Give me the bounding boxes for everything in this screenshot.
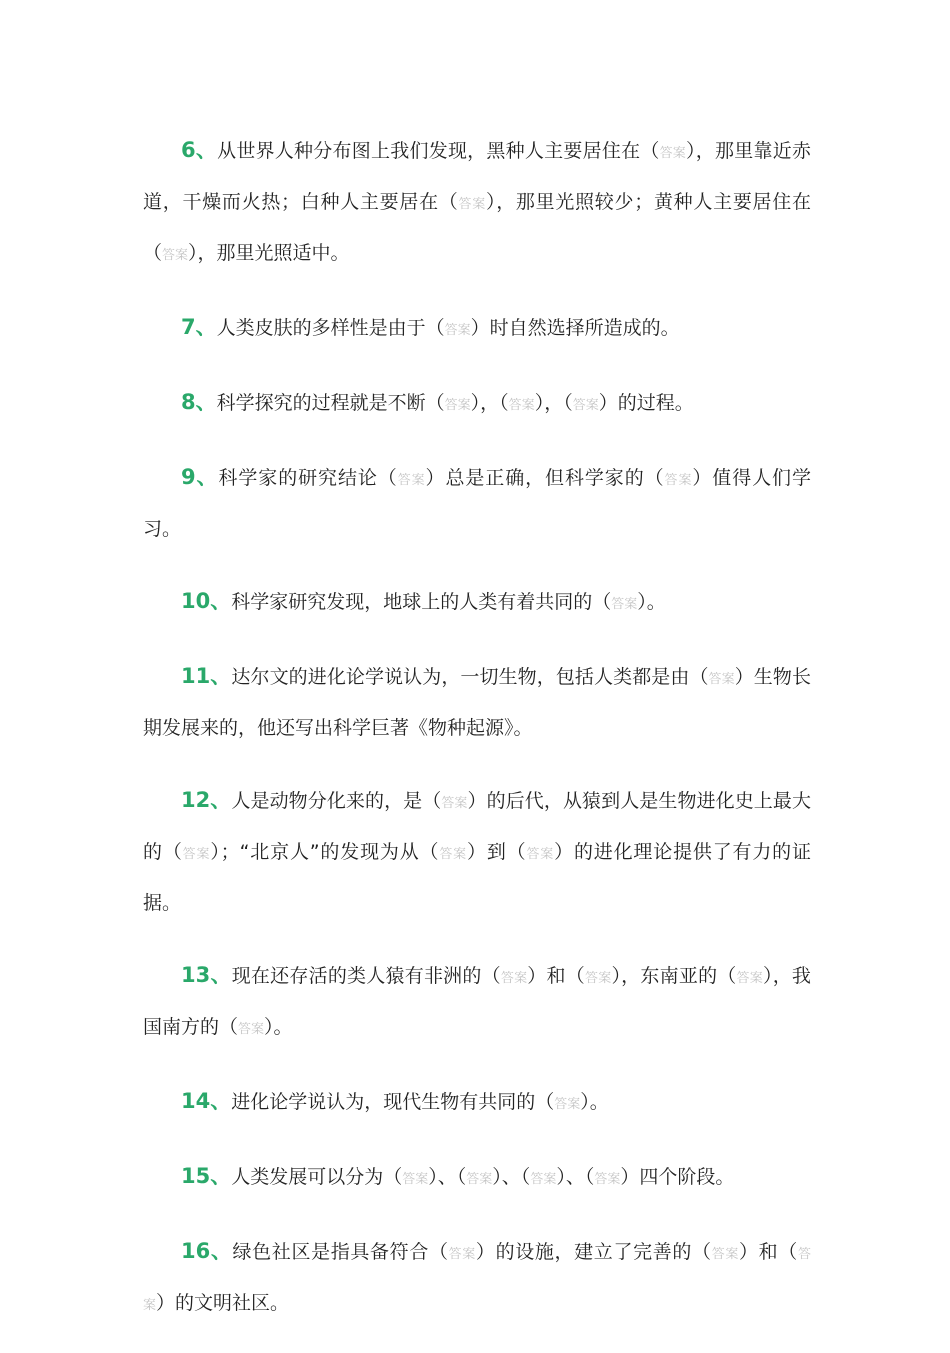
question-text: ），东南亚的（ [611,965,737,987]
question-number: 13、 [181,963,232,987]
question-text: ）、（ [428,1166,467,1188]
question-text: 科学探究的过程就是不断（ [216,392,445,414]
question-number: 15、 [181,1164,232,1188]
question-text: ）、（ [556,1166,595,1188]
question-text: ）、（ [492,1166,531,1188]
answer-blank[interactable]: 答案 [530,1172,557,1187]
question-text: 人类皮肤的多样性是由于（ [216,317,445,339]
answer-blank[interactable]: 答案 [444,398,471,413]
question-text: ），（ [534,392,573,414]
question-text: ），那里光照适中。 [188,242,350,264]
question-item [143,126,811,280]
question-item [143,303,811,355]
question-number: 16、 [181,1239,233,1263]
question-text: ）的后代，从猿到人是生物进化史上最大的（ [143,790,811,863]
question-text: 进化论学说认为，现代生物有共同的（ [231,1091,555,1113]
question-number: 10、 [181,589,232,613]
answer-blank[interactable]: 答案 [508,398,535,413]
answer-blank[interactable]: 答案 [441,796,468,811]
question-item [143,378,811,430]
question-text: ）生物长期发展来的，他还写出科学巨著《物种起源》。 [143,666,811,739]
question-text: 科学家研究发现，地球上的人类有着共同的（ [231,591,612,613]
question-text: ）到（ [467,841,527,863]
answer-blank[interactable]: 答案 [736,971,763,986]
question-text: 现在还存活的类人猿有非洲的（ [231,965,501,987]
answer-blank[interactable]: 答案 [448,1247,476,1262]
question-text: 绿色社区是指具备符合（ [232,1241,449,1263]
answer-blank[interactable]: 答案 [238,1022,265,1037]
question-text: ）和（ [738,1241,798,1263]
question-text: ）值得人们学习。 [143,467,811,540]
question-text: ）的设施，建立了完善的（ [475,1241,712,1263]
answer-blank[interactable]: 答案 [572,398,599,413]
answer-blank[interactable]: 答案 [439,847,468,862]
question-text: ）时自然选择所造成的。 [470,317,680,339]
question-text: ）。 [264,1016,293,1038]
question-text: ）。 [580,1091,609,1113]
answer-blank[interactable]: 答案 [554,1097,581,1112]
answer-blank[interactable]: 答案 [458,197,486,212]
answer-blank[interactable]: 答案 [397,473,426,488]
question-item [143,577,811,629]
answer-blank[interactable]: 答案 [526,847,555,862]
question-text: ）总是正确，但科学家的（ [425,467,665,489]
question-number: 6、 [181,138,218,162]
question-text: ）；“北京人”的发现为从（ [210,841,440,863]
answer-blank[interactable]: 答案 [143,1247,811,1313]
answer-blank[interactable]: 答案 [584,971,612,986]
question-number: 14、 [181,1089,232,1113]
question-number: 9、 [181,465,219,489]
answer-blank[interactable]: 答案 [466,1172,493,1187]
answer-blank[interactable]: 答案 [708,672,735,687]
question-text: 人是动物分化来的，是（ [231,790,442,812]
question-text: ），那里靠近赤道，干燥而火热；白种人主要居在（ [143,140,811,213]
question-text: ），那里光照较少；黄种人主要居住在（ [143,191,811,264]
question-list [143,126,811,1353]
question-text: ）。 [637,591,666,613]
answer-blank[interactable]: 答案 [500,971,528,986]
question-item [143,1077,811,1129]
question-text: ）的文明社区。 [156,1292,290,1314]
answer-blank[interactable]: 答案 [182,847,211,862]
answer-blank[interactable]: 答案 [611,597,638,612]
question-item [143,1227,811,1330]
question-number: 11、 [181,664,232,688]
question-number: 8、 [181,390,217,414]
question-item [143,453,811,554]
question-text: 科学家的研究结论（ [218,467,398,489]
question-item [143,776,811,928]
answer-blank[interactable]: 答案 [711,1247,739,1262]
answer-blank[interactable]: 答案 [659,146,687,161]
question-number: 12、 [181,788,232,812]
question-text: ）的过程。 [598,392,694,414]
question-item [143,1152,811,1204]
answer-blank[interactable]: 答案 [402,1172,429,1187]
question-item [143,951,811,1054]
question-number: 7、 [181,315,217,339]
question-item [143,652,811,753]
question-text: 从世界人种分布图上我们发现，黑种人主要居住在（ [217,140,660,162]
question-text: 达尔文的进化论学说认为，一切生物，包括人类都是由（ [231,666,709,688]
answer-blank[interactable]: 答案 [444,323,471,338]
question-text: 人类发展可以分为（ [231,1166,403,1188]
question-text: ）和（ [527,965,585,987]
question-text: ）四个阶段。 [620,1166,735,1188]
answer-blank[interactable]: 答案 [664,473,693,488]
answer-blank[interactable]: 答案 [594,1172,621,1187]
question-text: ），（ [470,392,509,414]
question-text: ）的进化理论提供了有力的证据。 [143,841,811,914]
question-text: ），我国南方的（ [143,965,811,1038]
answer-blank[interactable]: 答案 [162,248,189,263]
